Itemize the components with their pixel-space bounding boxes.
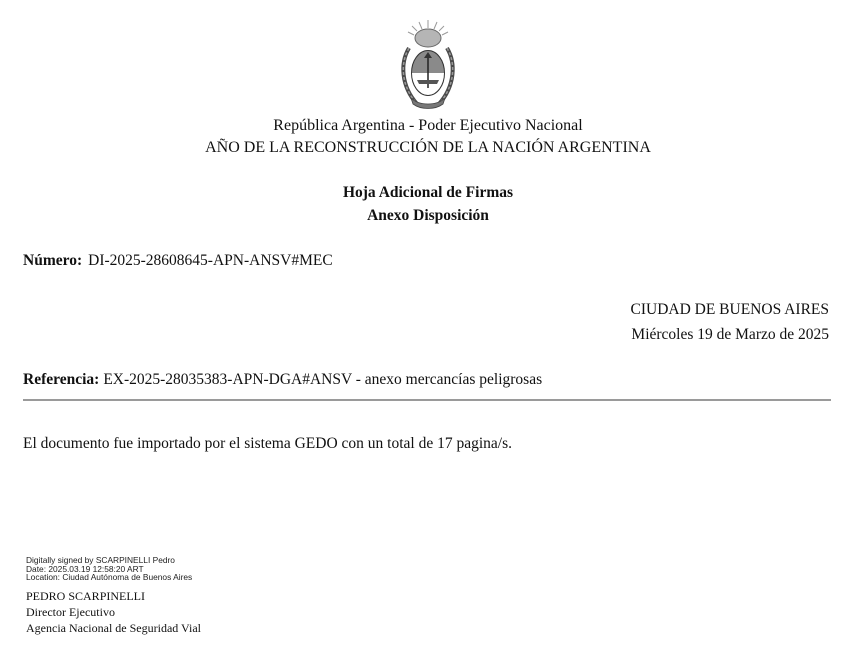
numero-value: DI-2025-28608645-APN-ANSV#MEC (88, 252, 333, 269)
signer-block (26, 588, 201, 636)
header-line-1: República Argentina - Poder Ejecutivo Nacional (273, 117, 583, 134)
digital-signature-line-1: Digitally signed by SCARPINELLI Pedro (26, 555, 175, 565)
digital-signature-stamp (26, 556, 192, 582)
body-text: El documento fue importado por el sistema GEDO con un total de 17 pagina/s. (23, 435, 512, 452)
digital-signature-line-2: Date: 2025.03.19 12:58:20 ART (26, 563, 144, 574)
signer-organization: Agencia Nacional de Seguridad Vial (26, 621, 201, 635)
numero-row (23, 251, 333, 271)
document-subtitle: Anexo Disposición (367, 207, 489, 224)
digital-signature-line-3: Location: Ciudad Autónoma de Buenos Aires (26, 572, 193, 583)
referencia-label: Referencia: (23, 371, 100, 388)
referencia-value: EX-2025-28035383-APN-DGA#ANSV - anexo mercancías peligrosas (103, 371, 543, 388)
signer-position: Director Ejecutivo (26, 605, 115, 619)
header-line-2: AÑO DE LA RECONSTRUCCIÓN DE LA NACIÓN ARGENTINA (205, 139, 651, 156)
date: Miércoles 19 de Marzo de 2025 (631, 326, 829, 343)
referencia-row (23, 370, 542, 390)
document-title: Hoja Adicional de Firmas (342, 184, 514, 201)
numero-label: Número: (23, 252, 83, 269)
divider (23, 399, 831, 401)
coat-of-arms-icon (397, 18, 459, 114)
city: CIUDAD DE BUENOS AIRES (630, 301, 829, 318)
signer-name: PEDRO SCARPINELLI (26, 589, 146, 603)
